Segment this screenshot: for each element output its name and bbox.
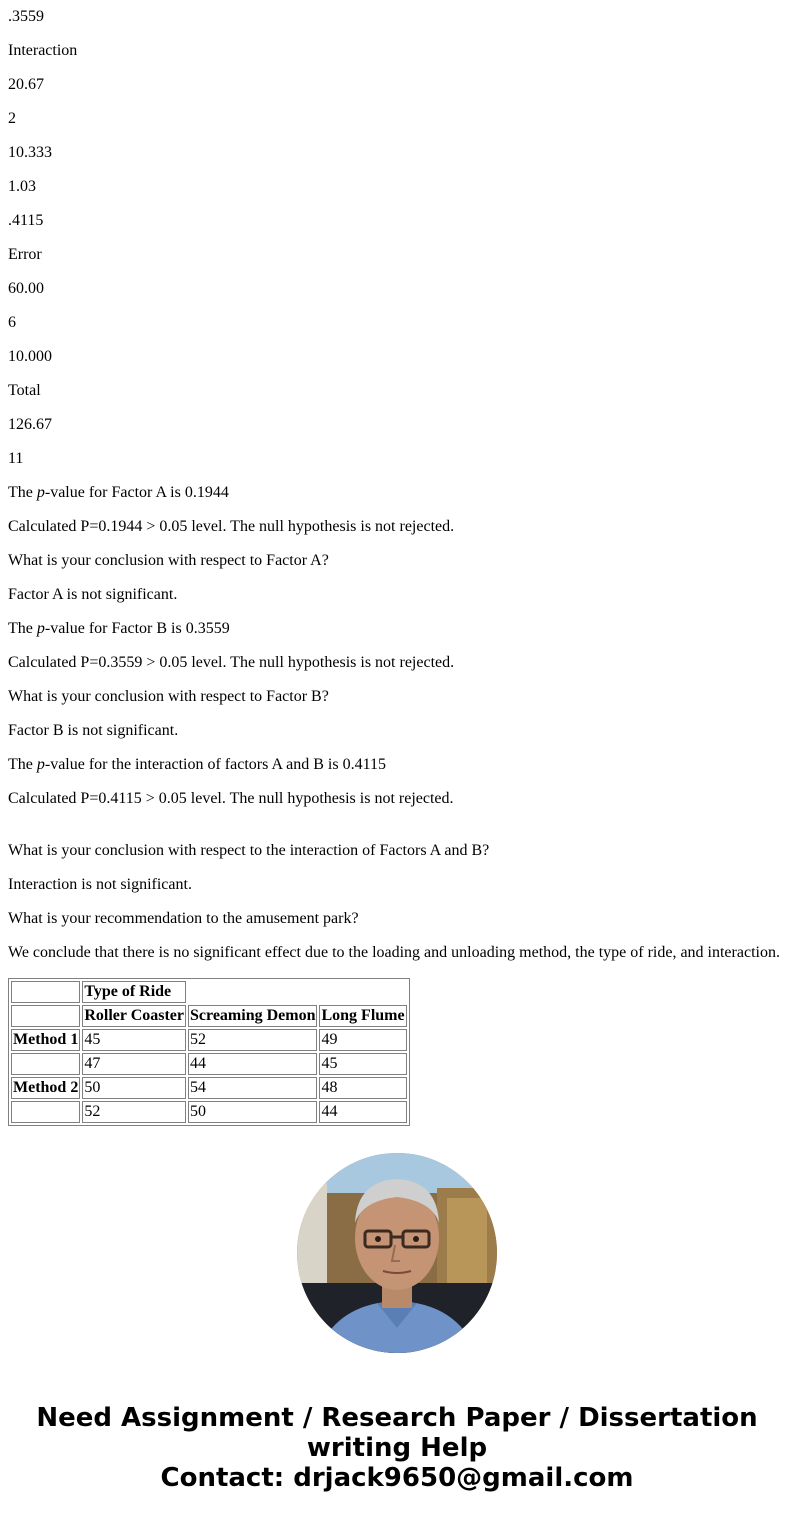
interaction-calc: Calculated P=0.4115 > 0.05 level. The null hypothesis is not rejected. [8, 790, 454, 807]
table-header-row [11, 981, 407, 1003]
anova-value: 6 [8, 314, 16, 331]
anova-value: .3559 [8, 8, 44, 25]
column-header-screaming-demon: Screaming Demon [188, 1005, 317, 1027]
anova-source-label: Total [8, 382, 41, 399]
factor-a-question: What is your conclusion with respect to Factor A? [8, 552, 329, 569]
factor-b-pvalue [8, 620, 786, 654]
anova-value: 20.67 [8, 76, 44, 93]
table-row [11, 1053, 407, 1075]
anova-value: 11 [8, 450, 24, 467]
interaction-answer: Interaction is not significant. [8, 876, 192, 893]
table-cell: 54 [188, 1077, 317, 1099]
table-row [11, 1077, 407, 1099]
table-cell: 44 [188, 1053, 317, 1075]
table-cell: 52 [82, 1101, 186, 1123]
anova-source-label: Error [8, 246, 42, 263]
table-row [11, 1101, 407, 1123]
pvalue-p: p [36, 484, 45, 501]
table-cell: 48 [319, 1077, 406, 1099]
pvalue-p: p [36, 756, 45, 773]
avatar-portrait-icon [297, 1153, 497, 1353]
table-cell [11, 1005, 80, 1027]
footer-line-2: writing Help [306, 1433, 488, 1463]
table-cell: 44 [319, 1101, 406, 1123]
row-label: Method 2 [11, 1077, 80, 1099]
anova-value: 60.00 [8, 280, 44, 297]
factor-b-calc: Calculated P=0.3559 > 0.05 level. The null hypothesis is not rejected. [8, 654, 455, 671]
column-header-long-flume: Long Flume [319, 1005, 406, 1027]
table-cell: 50 [188, 1101, 317, 1123]
author-avatar [297, 1153, 497, 1353]
type-of-ride-header: Type of Ride [82, 981, 186, 1003]
table-cell: 45 [82, 1029, 186, 1051]
pvalue-prefix: The [8, 620, 37, 637]
recommendation-answer: We conclude that there is no significant effect due to the loading and unloading method, the type of ride, and interaction. [8, 944, 780, 961]
ride-data-table [8, 978, 410, 1126]
anova-value: 1.03 [8, 178, 36, 195]
table-row [11, 1029, 407, 1051]
anova-value: 2 [8, 110, 16, 127]
anova-value: 10.000 [8, 348, 52, 365]
contact-footer [0, 1403, 794, 1493]
footer-line-1: Need Assignment / Research Paper / Dissertation [36, 1403, 758, 1433]
table-cell: 52 [188, 1029, 317, 1051]
factor-a-calc: Calculated P=0.1944 > 0.05 level. The null hypothesis is not rejected. [8, 518, 455, 535]
anova-source-label: Interaction [8, 42, 78, 59]
anova-value: 126.67 [8, 416, 52, 433]
factor-b-answer: Factor B is not significant. [8, 722, 179, 739]
row-label [11, 1053, 80, 1075]
table-cell [11, 981, 80, 1003]
table-column-header-row [11, 1005, 407, 1027]
column-header-roller-coaster: Roller Coaster [82, 1005, 186, 1027]
interaction-pvalue [8, 756, 786, 790]
pvalue-prefix: The [8, 756, 37, 773]
table-cell: 45 [319, 1053, 406, 1075]
recommendation-question: What is your recommendation to the amusement park? [8, 910, 359, 927]
factor-a-answer: Factor A is not significant. [8, 586, 178, 603]
anova-value: .4115 [8, 212, 44, 229]
row-label [11, 1101, 80, 1123]
pvalue-p: p [36, 620, 45, 637]
anova-value: 10.333 [8, 144, 52, 161]
pvalue-suffix: -value for Factor A is 0.1944 [44, 484, 229, 501]
pvalue-prefix: The [8, 484, 37, 501]
table-cell: 47 [82, 1053, 186, 1075]
factor-b-question: What is your conclusion with respect to Factor B? [8, 688, 329, 705]
factor-a-pvalue [8, 484, 786, 518]
footer-contact-email: Contact: drjack9650@gmail.com [160, 1463, 634, 1493]
table-cell: 49 [319, 1029, 406, 1051]
table-cell: 50 [82, 1077, 186, 1099]
pvalue-suffix: -value for Factor B is 0.3559 [44, 620, 230, 637]
interaction-question: What is your conclusion with respect to the interaction of Factors A and B? [8, 842, 490, 859]
row-label: Method 1 [11, 1029, 80, 1051]
pvalue-suffix: -value for the interaction of factors A and B is 0.4115 [44, 756, 386, 773]
